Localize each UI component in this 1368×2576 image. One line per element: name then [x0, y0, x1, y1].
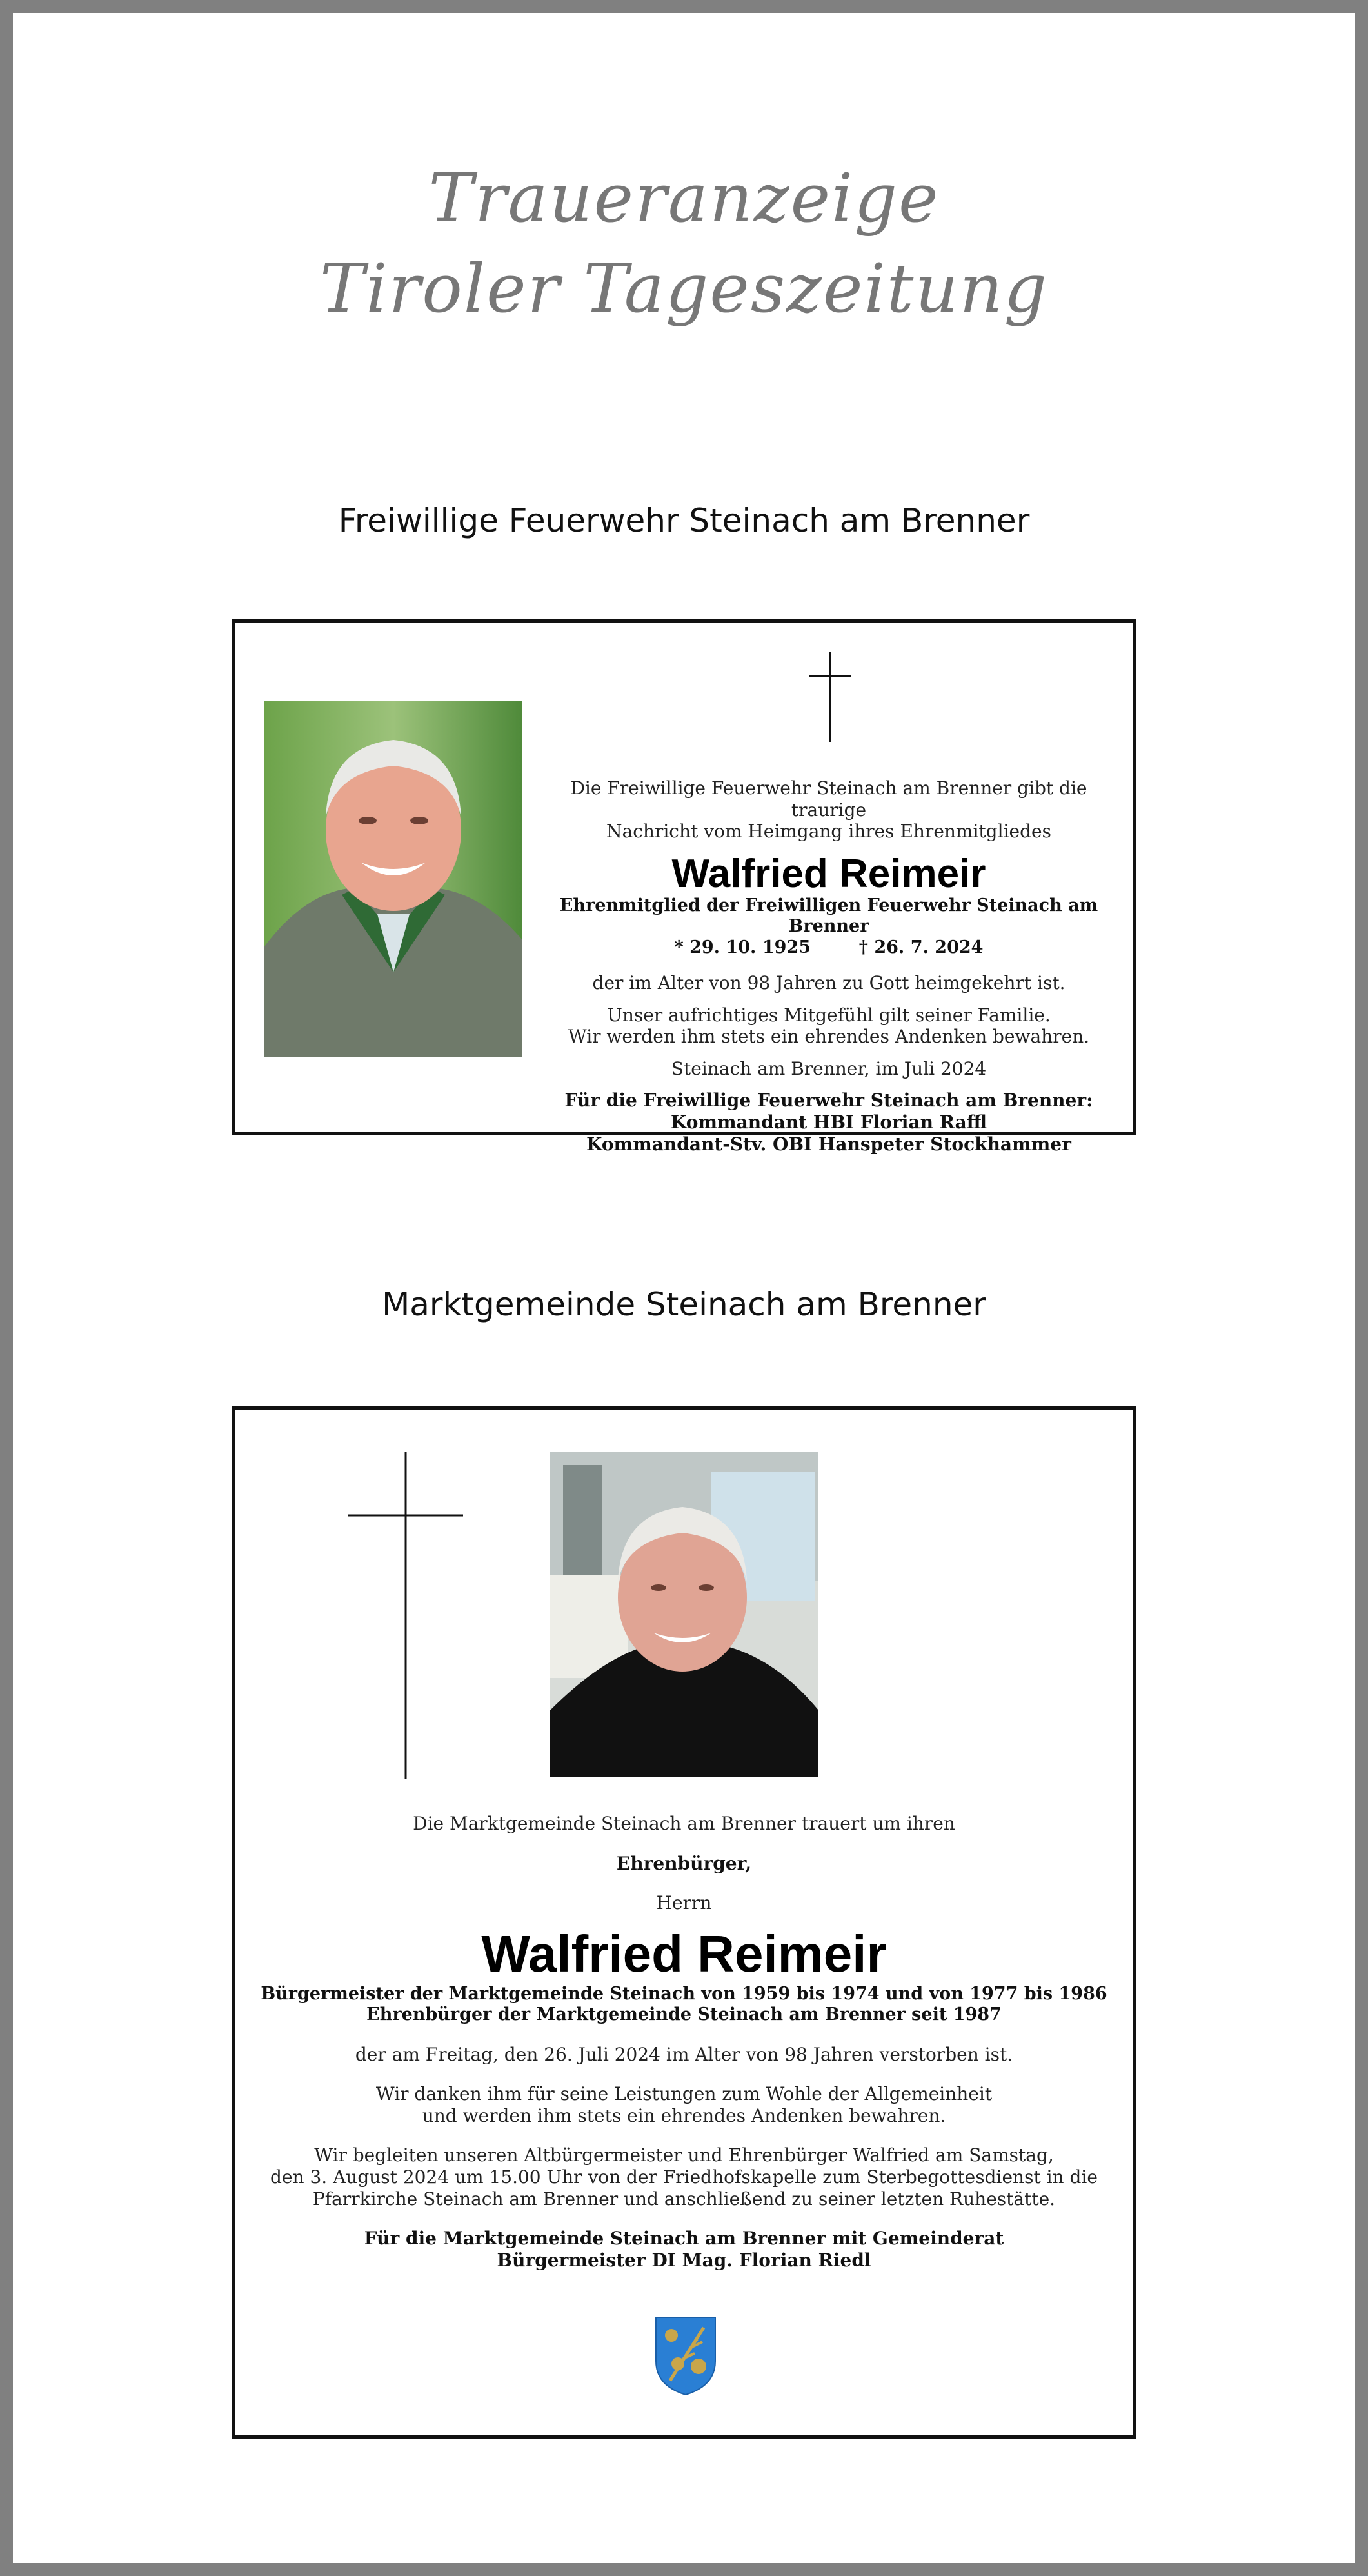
notice1-dates — [545, 937, 1113, 958]
notice1-sympathy-line2: Wir werden ihm stets ein ehrendes Andenken bewahren. — [568, 1026, 1090, 1048]
portrait-photo — [264, 701, 522, 1057]
notice2-funeral-line3: Pfarrkirche Steinach am Brenner und anschließend zu seiner letzten Ruhestätte. — [312, 2188, 1056, 2210]
notice1-deceased-title: Ehrenmitglied der Freiwilligen Feuerwehr Steinach am Brenner — [559, 895, 1098, 937]
notice1-signature-line1: Für die Freiwillige Feuerwehr Steinach am Brenner: — [564, 1090, 1093, 1112]
notice1-signature-line2: Kommandant HBI Florian Raffl — [670, 1111, 987, 1133]
notice2-salutation: Herrn — [656, 1892, 712, 1914]
notice2-funeral-line2: den 3. August 2024 um 15.00 Uhr von der Friedhofskapelle zum Sterbegottesdienst in die — [270, 2166, 1098, 2188]
notice2-thanks-line2: und werden ihm stets ein ehrendes Andenken bewahren. — [422, 2104, 946, 2126]
portrait-photo-image — [550, 1452, 818, 1777]
notice2-intro: Die Marktgemeinde Steinach am Brenner trauert um ihren — [413, 1813, 955, 1834]
notice2-death-line: der am Freitag, den 26. Juli 2024 im Alter von 98 Jahren verstorben ist. — [355, 2043, 1013, 2065]
notice1-died: † 26. 7. 2024 — [858, 937, 984, 957]
notice2-title-line1: Bürgermeister der Marktgemeinde Steinach von 1959 bis 1974 und von 1977 bis 1986 — [261, 1983, 1107, 2004]
header-title-line1: Traueranzeige — [428, 159, 940, 237]
section1-heading: Freiwillige Feuerwehr Steinach am Brenner — [338, 502, 1030, 539]
notice1-age-line: der im Alter von 98 Jahren zu Gott heimgekehrt ist. — [592, 972, 1066, 993]
section2-heading: Marktgemeinde Steinach am Brenner — [382, 1286, 986, 1323]
portrait-photo — [550, 1452, 818, 1777]
notice1-sympathy-line1: Unser aufrichtiges Mitgefühl gilt seiner Familie. — [607, 1004, 1051, 1026]
notice2-thanks-line1: Wir danken ihm für seine Leistungen zum Wohle der Allgemeinheit — [375, 2083, 993, 2105]
notice2-signature-line2: Bürgermeister DI Mag. Florian Riedl — [497, 2249, 871, 2271]
coat-of-arms-icon — [655, 2316, 717, 2396]
notice2-title-line2: Ehrenbürger der Marktgemeinde Steinach am Brenner seit 1987 — [366, 2004, 1002, 2025]
notice2-funeral-line1: Wir begleiten unseren Altbürgermeister und Ehrenbürger Walfried am Samstag, — [314, 2144, 1054, 2166]
cross-icon — [809, 652, 851, 742]
notice-fire-brigade — [232, 619, 1136, 1155]
notice1-text — [545, 777, 1113, 1155]
notice2-signature-line1: Für die Marktgemeinde Steinach am Brenner mit Gemeinderat — [364, 2228, 1004, 2250]
header-title-line2: Tiroler Tageszeitung — [319, 249, 1049, 328]
notice1-intro-line2: Nachricht vom Heimgang ihres Ehrenmitgliedes — [606, 821, 1051, 843]
notice2-deceased-name: Walfried Reimeir — [481, 1924, 887, 1982]
notice2-honor: Ehrenbürger, — [616, 1852, 752, 1874]
cross-icon — [348, 1452, 463, 1779]
notice1-place-date: Steinach am Brenner, im Juli 2024 — [671, 1057, 987, 1079]
notice1-signature-line3: Kommandant-Stv. OBI Hanspeter Stockhammer — [586, 1133, 1071, 1155]
notice1-deceased-name: Walfried Reimeir — [671, 851, 986, 896]
portrait-photo-image — [264, 701, 522, 1057]
notice1-born: * 29. 10. 1925 — [674, 937, 811, 957]
notice2-text — [235, 1813, 1133, 2271]
notice-municipality — [232, 1406, 1136, 2439]
notice1-intro-line1: Die Freiwillige Feuerwehr Steinach am Brenner gibt die traurige — [570, 777, 1087, 821]
